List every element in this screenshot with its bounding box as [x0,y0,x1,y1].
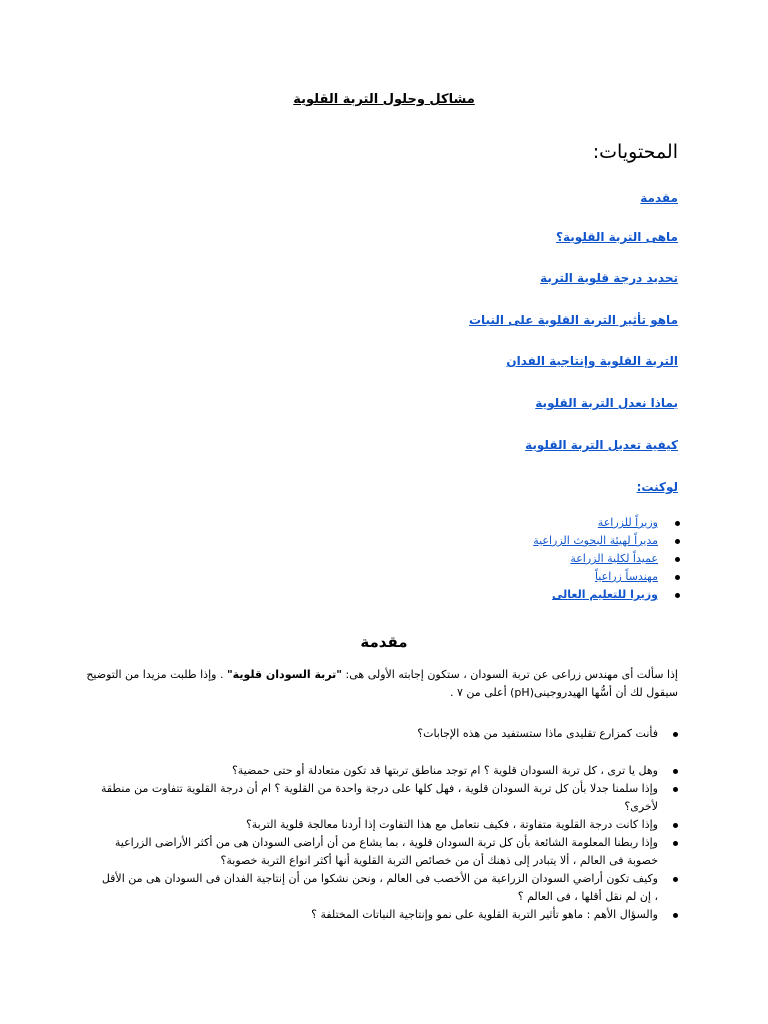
intro-text-start: إذا سألت أى مهندس زراعى عن تربة السودان ، ستكون إجابته الأولى هى: [342,668,678,681]
question-text: وإذا سلمنا جدلا بأن كل تربة السودان قلوية ، فهل كلها على درجة واحدة من القلوية ؟ ام أن درجة القلوية تتفاوت من منطقة لأخرى؟ [100,782,658,813]
link-minister-higher-education[interactable]: وزيرا للتعليم العالى [552,588,658,601]
bullet-icon [673,841,678,846]
toc-link-how-to-amend[interactable]: كيفية تعديل التربة القلوية [525,438,678,452]
link-research-director[interactable]: مديراً لهيئة البحوث الزراعية [533,534,658,547]
document-title: مشاكل وحلول التربة القلوية [293,92,475,107]
bullet-icon [673,823,678,828]
question-text: وإذا ربطنا المعلومة الشائعة بأن كل تربة السودان قلوية ، بما يشاع من أن أراضى السودان هى من أكثر الأراضى الزراعية خصوبة فى العالم ، ألا يتبادر إلى ذهنك أن من خصائص التربة القلوية أنها أكثر انواع التربة خصوبة؟ [114,836,658,867]
intro-emphasis: "تربة السودان قلوية" [226,668,343,681]
if-i-were-list [533,514,658,604]
question-text: والسؤال الأهم : ماهو تأثير التربة القلوية على نمو وإنتاجية النباتات المختلفة ؟ [311,908,658,921]
question-text: فأنت كمزارع تقليدى ماذا ستستفيد من هذه الإجابات؟ [417,727,658,740]
bullet-icon [673,732,678,737]
toc-link-amendments[interactable]: بماذا نعدل التربة القلوية [535,396,678,410]
list-item [533,532,658,550]
bullet-icon [673,913,678,918]
toc-link-alkalinity-degree[interactable]: تحديد درجة قلوية التربة [540,271,678,285]
bullet-icon [675,575,680,580]
question-text: وكيف تكون أراضي السودان الزراعية من الأخصب فى العالم ، ونحن نشكوا من أن إنتاجية الفدان فى السودان هى من الأقل ، إن لم نقل أقلها ، فى العالم ؟ [101,872,658,903]
intro-paragraph [74,666,678,702]
bullet-icon [675,593,680,598]
bullet-icon [675,521,680,526]
list-item [533,514,658,532]
list-item [98,906,658,924]
toc-link-feddan-productivity[interactable]: التربة القلوية وإنتاجية الفدان [506,354,678,368]
list-item [98,780,658,816]
bullet-icon [675,557,680,562]
first-question-list [98,725,658,743]
question-text: وهل يا ترى ، كل تربة السودان قلوية ؟ ام توجد مناطق تربتها قد تكون متعادلة أو حتى حمضية؟ [231,764,658,777]
toc-link-what-is-alkaline-soil[interactable]: ماهى التربة القلوية؟ [556,230,678,244]
link-faculty-dean[interactable]: عميداً لكلية الزراعة [570,552,658,565]
contents-heading: المحتويات: [592,141,678,163]
list-item [98,870,658,906]
list-item [533,568,658,586]
list-item [98,725,658,743]
bullet-icon [673,877,678,882]
bullet-icon [673,787,678,792]
intro-text-end: . وإذا طلبت مزيدا من التوضيح سيقول لك أن أسُّها الهيدروجينى(pH) أعلى من ٧ . [86,668,678,699]
list-item [533,550,658,568]
list-item [98,762,658,780]
questions-list [98,762,658,924]
toc-link-effect-on-plants[interactable]: ماهو تأثير التربة القلوية على النبات [469,313,678,327]
bullet-icon [675,539,680,544]
question-text: وإذا كانت درجة القلوية متفاوتة ، فكيف نتعامل مع هذا التفاوت إذا أردنا معالجة قلوية التربة؟ [245,818,658,831]
list-item [533,586,658,604]
toc-link-if-i-were[interactable]: لوكنت: [636,480,678,494]
link-minister-agriculture[interactable]: وزيراً للزراعة [597,516,658,529]
list-item [98,816,658,834]
list-item [98,834,658,870]
link-agricultural-engineer[interactable]: مهندساً زراعياً [594,570,658,583]
toc-link-introduction[interactable]: مقدمة [640,191,678,205]
bullet-icon [673,769,678,774]
section-heading-introduction: مقدمة [360,633,408,651]
